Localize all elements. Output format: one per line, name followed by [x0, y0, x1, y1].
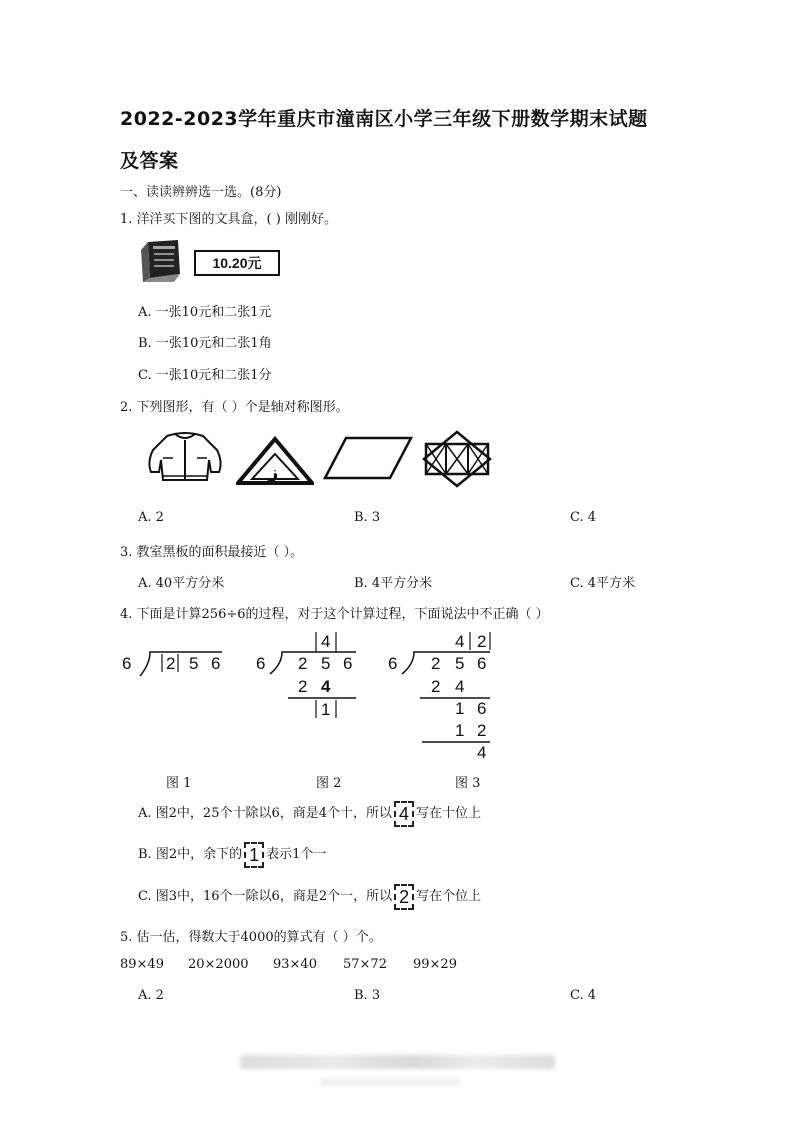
boxed-digit: 2: [394, 884, 414, 910]
option-c: C. 4: [570, 510, 597, 525]
dividend-digit: 2: [166, 654, 176, 673]
option-a: A. 2: [138, 510, 164, 525]
dividend-digit: 6: [477, 654, 487, 673]
triangle-sign-figure: [236, 436, 314, 486]
option-a: A. 2: [138, 988, 164, 1003]
dividend-digit: 6: [343, 654, 353, 673]
divisor: 6: [122, 654, 132, 673]
partial-digit: 1: [455, 699, 465, 718]
pencil-box-image: [138, 238, 184, 286]
boxed-digit: 1: [244, 842, 264, 868]
option-c: C. 一张10元和二张1分: [138, 368, 272, 383]
figure-label: 图 1: [166, 776, 192, 791]
question-3-text: 3. 教室黑板的面积最接近（ ）。: [120, 545, 304, 560]
quotient-digit: 4: [455, 632, 465, 651]
remainder-digit: 1: [321, 700, 331, 719]
expression: 93×40: [273, 957, 317, 972]
price-tag: 10.20元: [194, 250, 280, 276]
option-text: 写在个位上: [416, 889, 482, 904]
dividend-digit: 6: [211, 654, 221, 673]
question-2-text: 2. 下列图形，有（ ）个是轴对称图形。: [120, 400, 349, 415]
dividend-digit: 5: [455, 654, 465, 673]
expression: 89×49: [120, 957, 164, 972]
option-b: B. 4平方分米: [354, 576, 433, 591]
divisor: 6: [388, 654, 398, 673]
option-text: 表示1个一: [266, 847, 327, 862]
division-lines: [268, 630, 358, 720]
page-title-line-2: 及答案: [120, 150, 179, 172]
option-b: B. 3: [354, 988, 381, 1003]
product-digit: 4: [455, 677, 465, 696]
quotient-digit: 2: [477, 632, 487, 651]
option-a: A. 40平方分米: [138, 576, 225, 591]
blurred-footer: [320, 1078, 460, 1086]
figure-label: 图 3: [455, 776, 481, 791]
dividend-digit: 5: [189, 654, 199, 673]
product-digit: 1: [455, 721, 465, 740]
product-digit: 2: [298, 677, 308, 696]
option-a: A. 一张10元和二张1元: [138, 305, 272, 320]
question-1-text: 1. 洋洋买下图的文具盒，( ) 刚刚好。: [120, 212, 337, 227]
partial-digit: 6: [477, 699, 487, 718]
figure-label: 图 2: [316, 776, 342, 791]
divisor: 6: [256, 654, 266, 673]
quotient-digit: 4: [321, 632, 331, 651]
pattern-figure: [422, 430, 492, 488]
option-text: C. 图3中，16个一除以6，商是2个一，所以: [138, 889, 393, 904]
option-b: B. 3: [354, 510, 381, 525]
dividend-digit: 5: [321, 654, 331, 673]
option-text: A. 图2中，25个十除以6，商是4个十，所以: [138, 806, 393, 821]
option-b: B. 一张10元和二张1角: [138, 336, 272, 351]
expression: 20×2000: [188, 957, 249, 972]
dividend-digit: 2: [298, 654, 308, 673]
product-digit: 4: [321, 677, 331, 696]
option-b: [138, 841, 326, 869]
page-title-line-1: 2022-2023学年重庆市潼南区小学三年级下册数学期末试题: [120, 108, 648, 130]
section-heading: 一、读读辨辨选一选。(8分): [120, 185, 282, 200]
dividend-digit: 2: [431, 654, 441, 673]
option-text: 写在十位上: [416, 806, 482, 821]
expression: 57×72: [343, 957, 387, 972]
option-text: B. 图2中，余下的: [138, 847, 243, 862]
expression: 99×29: [413, 957, 457, 972]
jacket-figure: [145, 428, 225, 486]
option-c: C. 4: [570, 988, 597, 1003]
product-digit: 2: [431, 677, 441, 696]
remainder-digit: 4: [477, 743, 487, 762]
blurred-footer: [240, 1055, 555, 1069]
question-5-text: 5. 估一估，得数大于4000的算式有（ ）个。: [120, 930, 382, 945]
question-4-text: 4. 下面是计算256÷6的过程，对于这个计算过程，下面说法中不正确（ ）: [120, 607, 549, 622]
option-c: C. 4平方米: [570, 576, 636, 591]
boxed-digit: 4: [394, 801, 414, 827]
parallelogram-figure: [322, 435, 414, 481]
svg-text:ز: ز: [268, 462, 279, 483]
option-c: [138, 883, 481, 911]
product-digit: 2: [477, 721, 487, 740]
option-a: [138, 800, 481, 828]
